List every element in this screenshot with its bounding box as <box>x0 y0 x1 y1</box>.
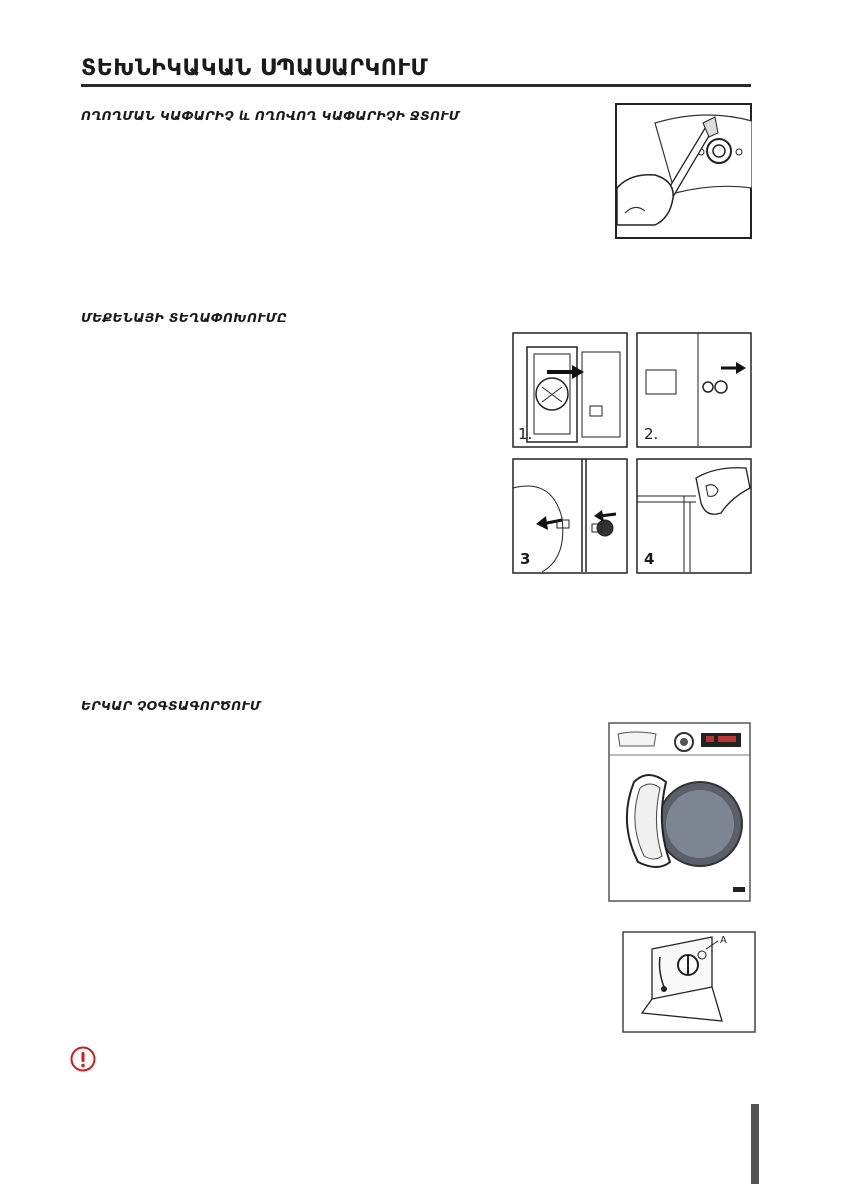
transport-bolts-illustration <box>512 332 752 574</box>
step-2-label: 2. <box>644 425 659 443</box>
page-edge-marker <box>751 1104 759 1184</box>
page-title: ՏԵԽՆԻԿԱԿԱՆ ՍՊԱՍԱՐԿՈՒՄ <box>81 56 429 81</box>
callout-a-label: A <box>720 935 727 946</box>
inlet-filter-cleaning-illustration <box>615 103 752 239</box>
pump-filter-compartment-illustration <box>622 931 756 1033</box>
step-1-label: 1. <box>518 425 533 443</box>
step-4-label: 4 <box>644 550 655 568</box>
section-heading-long-storage: ԵՐԿԱՐ ՉՕԳՏԱԳՈՐԾՈՒՄ <box>81 698 262 713</box>
section-heading-moving: ՄԵՔԵՆԱՅԻ ՏԵՂԱՓՈԽՈՒՄԸ <box>81 310 288 325</box>
title-rule <box>81 84 751 87</box>
warning-icon <box>70 1046 96 1072</box>
step-3-label: 3 <box>520 550 531 568</box>
section-heading-cleaning: ՈՂՈՂՄԱՆ ԿԱՓԱՐԻՉ և ՈՂՈՎՈՂ ԿԱՓԱՐԻՉԻ ՋՏՈՒՄ <box>81 108 460 123</box>
washing-machine-door-open-illustration <box>608 722 751 902</box>
